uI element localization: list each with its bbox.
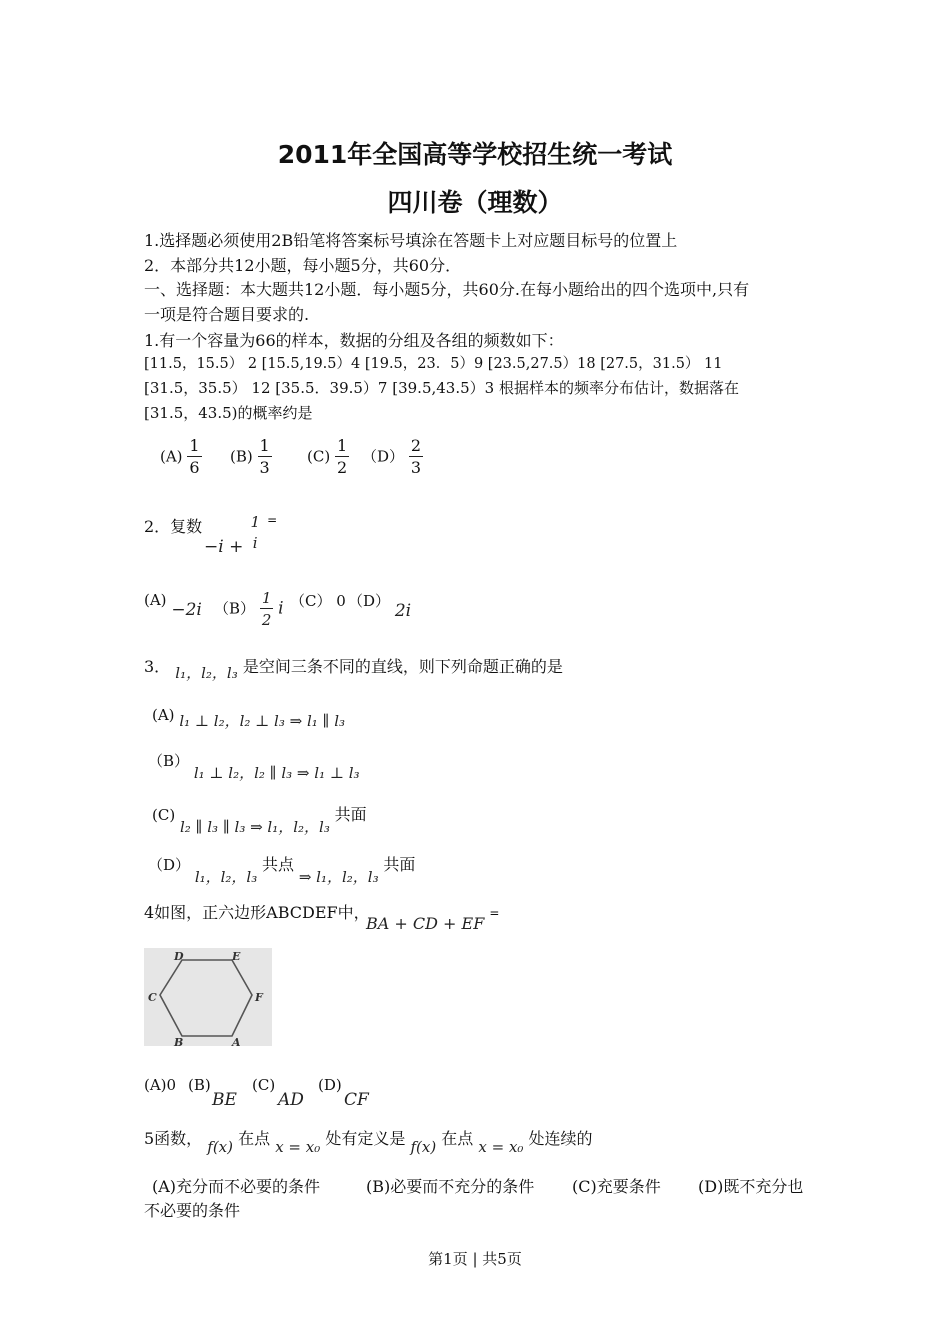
vertex-a-label: A xyxy=(232,1036,241,1046)
vertex-d-label: D xyxy=(174,950,184,963)
instruction-3: 一、选择题：本大题共12小题．每小题5分，共60分.在每小题给出的四个选项中,只有 xyxy=(144,280,750,299)
page-title: 2011年全国高等学校招生统一考试 xyxy=(277,140,673,169)
instruction-2: 2．本部分共12小题，每小题5分，共60分． xyxy=(144,256,462,275)
q1-stem: 1.有一个容量为66的样本，数据的分组及各组的频数如下： xyxy=(144,331,564,350)
vertex-b-label: B xyxy=(174,1036,184,1046)
q1-data-row-3: [31.5，43.5)的概率约是 xyxy=(144,404,313,422)
page-number: 第1页 | 共5页 xyxy=(428,1250,522,1268)
q5-option-b[interactable]: (B)必要而不充分的条件 xyxy=(366,1177,535,1196)
hexagon-figure xyxy=(144,948,272,1046)
q1-data-row-1: [11.5，15.5） 2 [15.5,19.5）4 [19.5，23．5）9 [23.5,27.5）18 [27.5，31.5） 11 xyxy=(144,356,723,372)
q1-option-b[interactable]: (B) $\frac{1}{3}$ xyxy=(230,436,270,477)
q4-option-b[interactable]: (B) BE xyxy=(188,1076,237,1110)
q1-option-b-fraction: $\frac{1}{3}$ xyxy=(259,436,270,477)
hexagon-diagram xyxy=(144,948,272,1046)
q5-option-a[interactable]: (A)充分而不必要的条件 xyxy=(152,1177,321,1196)
q4-option-a[interactable]: (A)0 xyxy=(144,1076,177,1094)
q2-expression: −i + 1 i = xyxy=(204,512,278,557)
q4-option-c[interactable]: (C) AD xyxy=(252,1076,304,1110)
q1-option-a[interactable]: (A) $\frac{1}{6}$ xyxy=(160,436,200,477)
q4-expression: BA + CD + EF = xyxy=(366,906,500,933)
q2-option-b[interactable]: （B） $\frac{1}{2}$ i xyxy=(214,589,284,629)
q1-option-a-fraction: $\frac{1}{6}$ xyxy=(189,436,200,477)
q3-option-b[interactable]: （B） l₁ ⊥ l₂，l₂ ∥ l₃ ⇒ l₁ ⊥ l₃ xyxy=(148,752,360,782)
q4-stem: 4如图，正六边形ABCDEF中， xyxy=(144,903,370,922)
q1-option-d-fraction: $\frac{2}{3}$ xyxy=(410,436,421,477)
page-subtitle: 四川卷（理数） xyxy=(387,188,563,217)
vertex-f-label: F xyxy=(255,991,263,1004)
q2-stem: 2．复数 xyxy=(144,517,203,536)
vertex-c-label: C xyxy=(148,991,157,1004)
q5-option-c[interactable]: (C)充要条件 xyxy=(572,1177,661,1196)
q2-option-c[interactable]: （C） 0 xyxy=(290,592,346,610)
q1-option-c-fraction: $\frac{1}{2}$ xyxy=(336,436,348,477)
q4-option-d[interactable]: (D) CF xyxy=(318,1076,369,1110)
q2-option-d[interactable]: （D） 2i xyxy=(348,592,412,621)
vertex-e-label: E xyxy=(232,950,241,963)
q1-option-d[interactable]: （D） $\frac{2}{3}$ xyxy=(362,436,421,477)
q3-option-d[interactable]: （D） l₁，l₂，l₃ 共点 ⇒ l₁，l₂，l₃ 共面 xyxy=(148,855,416,886)
instruction-1: 1.选择题必须使用2B铅笔将答案标号填涂在答题卡上对应题目标号的位置上 xyxy=(144,231,678,250)
q3-stem: 3． l₁，l₂，l₃ 是空间三条不同的直线，则下列命题正确的是 xyxy=(144,657,563,682)
q5-option-d-continued: 不必要的条件 xyxy=(144,1201,241,1220)
q3-option-a[interactable]: (A) l₁ ⊥ l₂，l₂ ⊥ l₃ ⇒ l₁ ∥ l₃ xyxy=(152,706,346,730)
q1-data-row-2: [31.5，35.5） 12 [35.5．39.5）7 [39.5,43.5）3 根据样本的频率分布估计，数据落在 xyxy=(144,379,739,397)
q5-stem: 5函数， f(x) 在点 x = x₀ 处有定义是 f(x) 在点 x = x₀ 处连续的 xyxy=(144,1129,593,1156)
q2-option-a[interactable]: (A) −2i xyxy=(144,591,202,620)
instruction-4: 一项是符合题目要求的. xyxy=(144,305,310,324)
q3-option-c[interactable]: (C) l₂ ∥ l₃ ∥ l₃ ⇒ l₁，l₂，l₃ 共面 xyxy=(152,805,367,836)
q5-option-d[interactable]: (D)既不充分也 xyxy=(698,1177,804,1196)
q1-option-c[interactable]: (C) $\frac{1}{2}$ xyxy=(307,436,348,477)
